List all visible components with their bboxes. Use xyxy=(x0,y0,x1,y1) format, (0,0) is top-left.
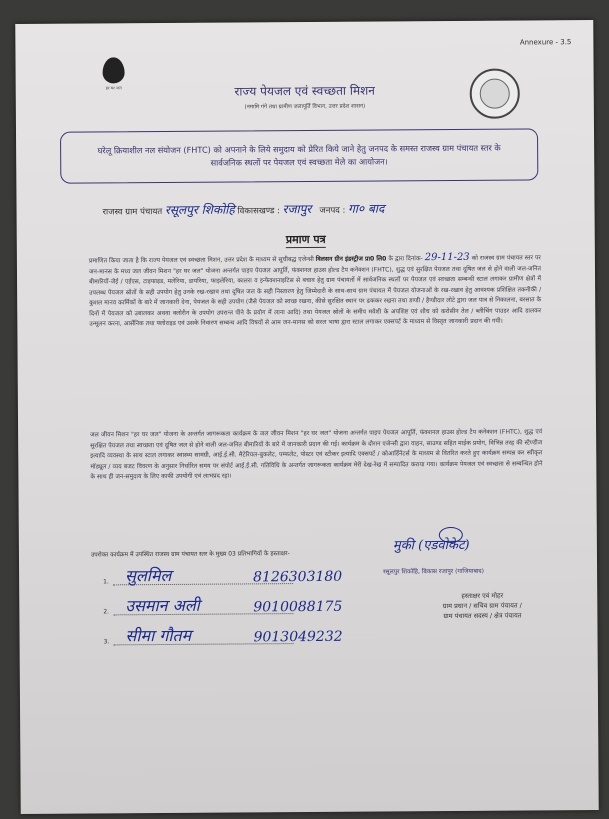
official-stamp: रसूलपुर शिकोहि, बिकास रजापुर (गाजियाबाद) xyxy=(383,567,484,576)
block-label: विकासखण्ड : xyxy=(237,206,281,217)
event-date: 29-11-23 xyxy=(424,251,470,264)
participant-name: सुलमिल xyxy=(125,565,172,586)
panchayat-value: रसूलपुर शिकोहि xyxy=(164,202,235,217)
mission-title: राज्य पेयजल एवं स्वच्छता मिशन xyxy=(234,83,375,99)
district-label: जनपद : xyxy=(319,205,346,216)
certificate-paragraph-2: जल जीवन मिशन "हर घर जल" योजना के अन्तर्गत जागरूकता कार्यक्रम के जल जीवन मिशन "हर घर जल" योजना अन्तर्गत पाइप पेयजल आपूर्ति, फंक्शनल हाउस होल्ड टैप कनेक्शन (FHTC), शुद्ध एवं सुरक्षित पेयजल तथा स्वच्छता एवं दूषित जल से होने वाली जल-जनित बीमारियों के बारे में जानकारी प्रदान की गई। कार्यक्रम के दौरान एजेन्सी द्वारा वाहन, साउण्ड सहित माईक प्रयोग, विभिन्न तरह की स्टैण्डीज इत्यादि व्यवस्था के साथ स्टाल लगाकर स्वास्थ्य सामग्री, आई.ई.सी. मैटेरियल-बुकलेट, पम्फलेट, पोस्टर एवं स्टीकर इत्यादि एक्सपर्ट / कोआर्डिनेटर्स के माध्यम से वितरित करते हुए कार्यक्रम सम्पन्न कर स्वीकृत मॉड्यूल / व्यय बजट विवरण के अनुसार निर्धारित समय पर संपोर्ट आई.ई.सी. गतिविधि के अन्तर्गत जागरूकता कार्यक्रम मेरी देख-रेख में सम्पादित कराया गया। कार्यक्रम पेयजल एवं स्वच्छता से सम्बन्धित होने के साथ ही जन-समुदाय के लिए काफी उपयोगी एवं लाभप्रद रहा। xyxy=(90,428,543,481)
participant-name: सीमा गौतम xyxy=(125,625,192,646)
annexure-label: Annexure - 3.5 xyxy=(519,38,572,47)
panchayat-label: राजस्व ग्राम पंचायत xyxy=(102,207,163,218)
agency-name: विलसन ग्रीन इंडस्ट्रीज प्रा0 लि0 xyxy=(315,255,387,263)
district-value: गा० बाद xyxy=(348,201,385,216)
participant-phone: 8126303180 xyxy=(253,568,343,586)
event-banner xyxy=(60,128,538,183)
logo-caption: हर घर जल xyxy=(105,85,122,91)
signature-labels: हस्ताक्षर एवं मोहर ग्राम प्रधान / सचिव ग्राम पंचायत / ग्राम पंचायत सदस्य / क्षेत्र पंचायत xyxy=(442,591,522,621)
official-signature: मुकी (एडवोकेट) xyxy=(392,537,470,554)
banner-text: घरेलू क्रियाशील नल संयोजन (FHTC) को अपनाने के लिये समुदाय को प्रेरित किये जाने हेतु जनपद के समस्त राजस्व ग्राम पंचायत स्तर के सार्वजनिक स्थलों पर पेयजल एवं स्वच्छता मेले का आयोजन। xyxy=(97,142,501,168)
signature-intro: उपरोक्त कार्यक्रम में उपस्थित राजस्व ग्राम पंचायत स्तर के मुख्य 03 प्रतिभागियों के हस्ताक्षर- xyxy=(90,550,290,559)
participant-row: 1. सुलमिल 8126303180 xyxy=(103,565,343,586)
participant-phone: 9010088175 xyxy=(253,598,343,616)
block-value: रजापुर xyxy=(282,201,312,217)
document-page xyxy=(15,20,599,814)
mission-subtitle: (नमामि गंगे तथा ग्रामीण जलापूर्ति विभाग, उत्तर प्रदेश शासन) xyxy=(244,103,366,111)
participant-row: 2. उसमान अली 9010088175 xyxy=(103,595,343,616)
participant-row: 3. सीमा गौतम 9013049232 xyxy=(103,625,343,646)
panchayat-details xyxy=(102,198,522,218)
official-signature-block xyxy=(381,516,571,621)
certificate-paragraph-1: प्रमाणित किया जाता है कि राज्य पेयजल एवं स्वच्छता मिशन, उत्तर प्रदेश के माध्यम से सूचीबद्ध एजेन्सी विलसन ग्रीन इंडस्ट्रीज प्रा0 लि0 के द्वारा दिनांक- 29-11-23 को राजस्व ग्राम पंचायत स्तर पर जन-मानस के मध्य जल जीवन मिशन "हर घर जल" योजना अन्तर्गत पाइप पेयजल आपूर्ति, फंक्शनल हाउस होल्ड टैप कनेक्शन (FHTC), शुद्ध एवं सुरक्षित पेयजल तथा दूषित जल से होने वाली जल-जनित बीमारियों-जेई / एईएस, टाइफाइड, मलेरिया, डायरिया, फाइलेरिया, कालरा व इन्फेक्शनाइटिस से बचाव हेतु ग्राम पंचायतों में सार्वजनिक स्थलों पर पेयजल एवं स्वच्छता सम्बन्धी स्टाल लगाकर ग्रामीण क्षेत्रों में उपलब्ध पेयजल स्रोतों के सही उपयोग हेतु उनके रख-रखाव तथा दूषित जल के सही निस्तारण हेतु जिम्मेदारी के साथ-साथ ग्राम पंचायत में पेयजल योजनाओं के रख-रखाव हेतु आवश्यक प्रशिक्षित तकनीकी / कुशल मानव कार्मिकों के बारे में जानकारी देना, पेयजल के सही उपयोग (जैसे पेयजल को स्वच्छ रखना, कीसे सुरक्षित स्थान पर ढककर रखना तथा डण्डी / हैण्डीदार लोटे द्वारा जल पात्र से निकालना, बरसात के दिनों में पेयजल को उबालकर अथवा क्लोरीन के उपयोग उपरान्त पीने के प्रयोग में लाना आदि) तथा पेयजल स्रोतों के समीप मवेशी के अपशिष्ट एवं शौच को करोसीन तेल / ब्लीचिंग पाउडर आदि डालकर उन्मूलन करना, आर्सेनिक तथा फ्लोराइड एवं उसके निवारण सम्बन्ध आदि विषयों से आम जन-मानस को सरल भाषा द्वारा स्टाल लगाकर एक्सपर्ट के माध्यम से विस्तृत जानकारी प्रदान की गयी। xyxy=(88,251,542,328)
water-drop-icon xyxy=(102,57,124,83)
participant-name: उसमान अली xyxy=(125,595,200,616)
participant-phone: 9013049232 xyxy=(253,628,343,646)
certificate-title: प्रमाण पत्र xyxy=(285,232,326,247)
